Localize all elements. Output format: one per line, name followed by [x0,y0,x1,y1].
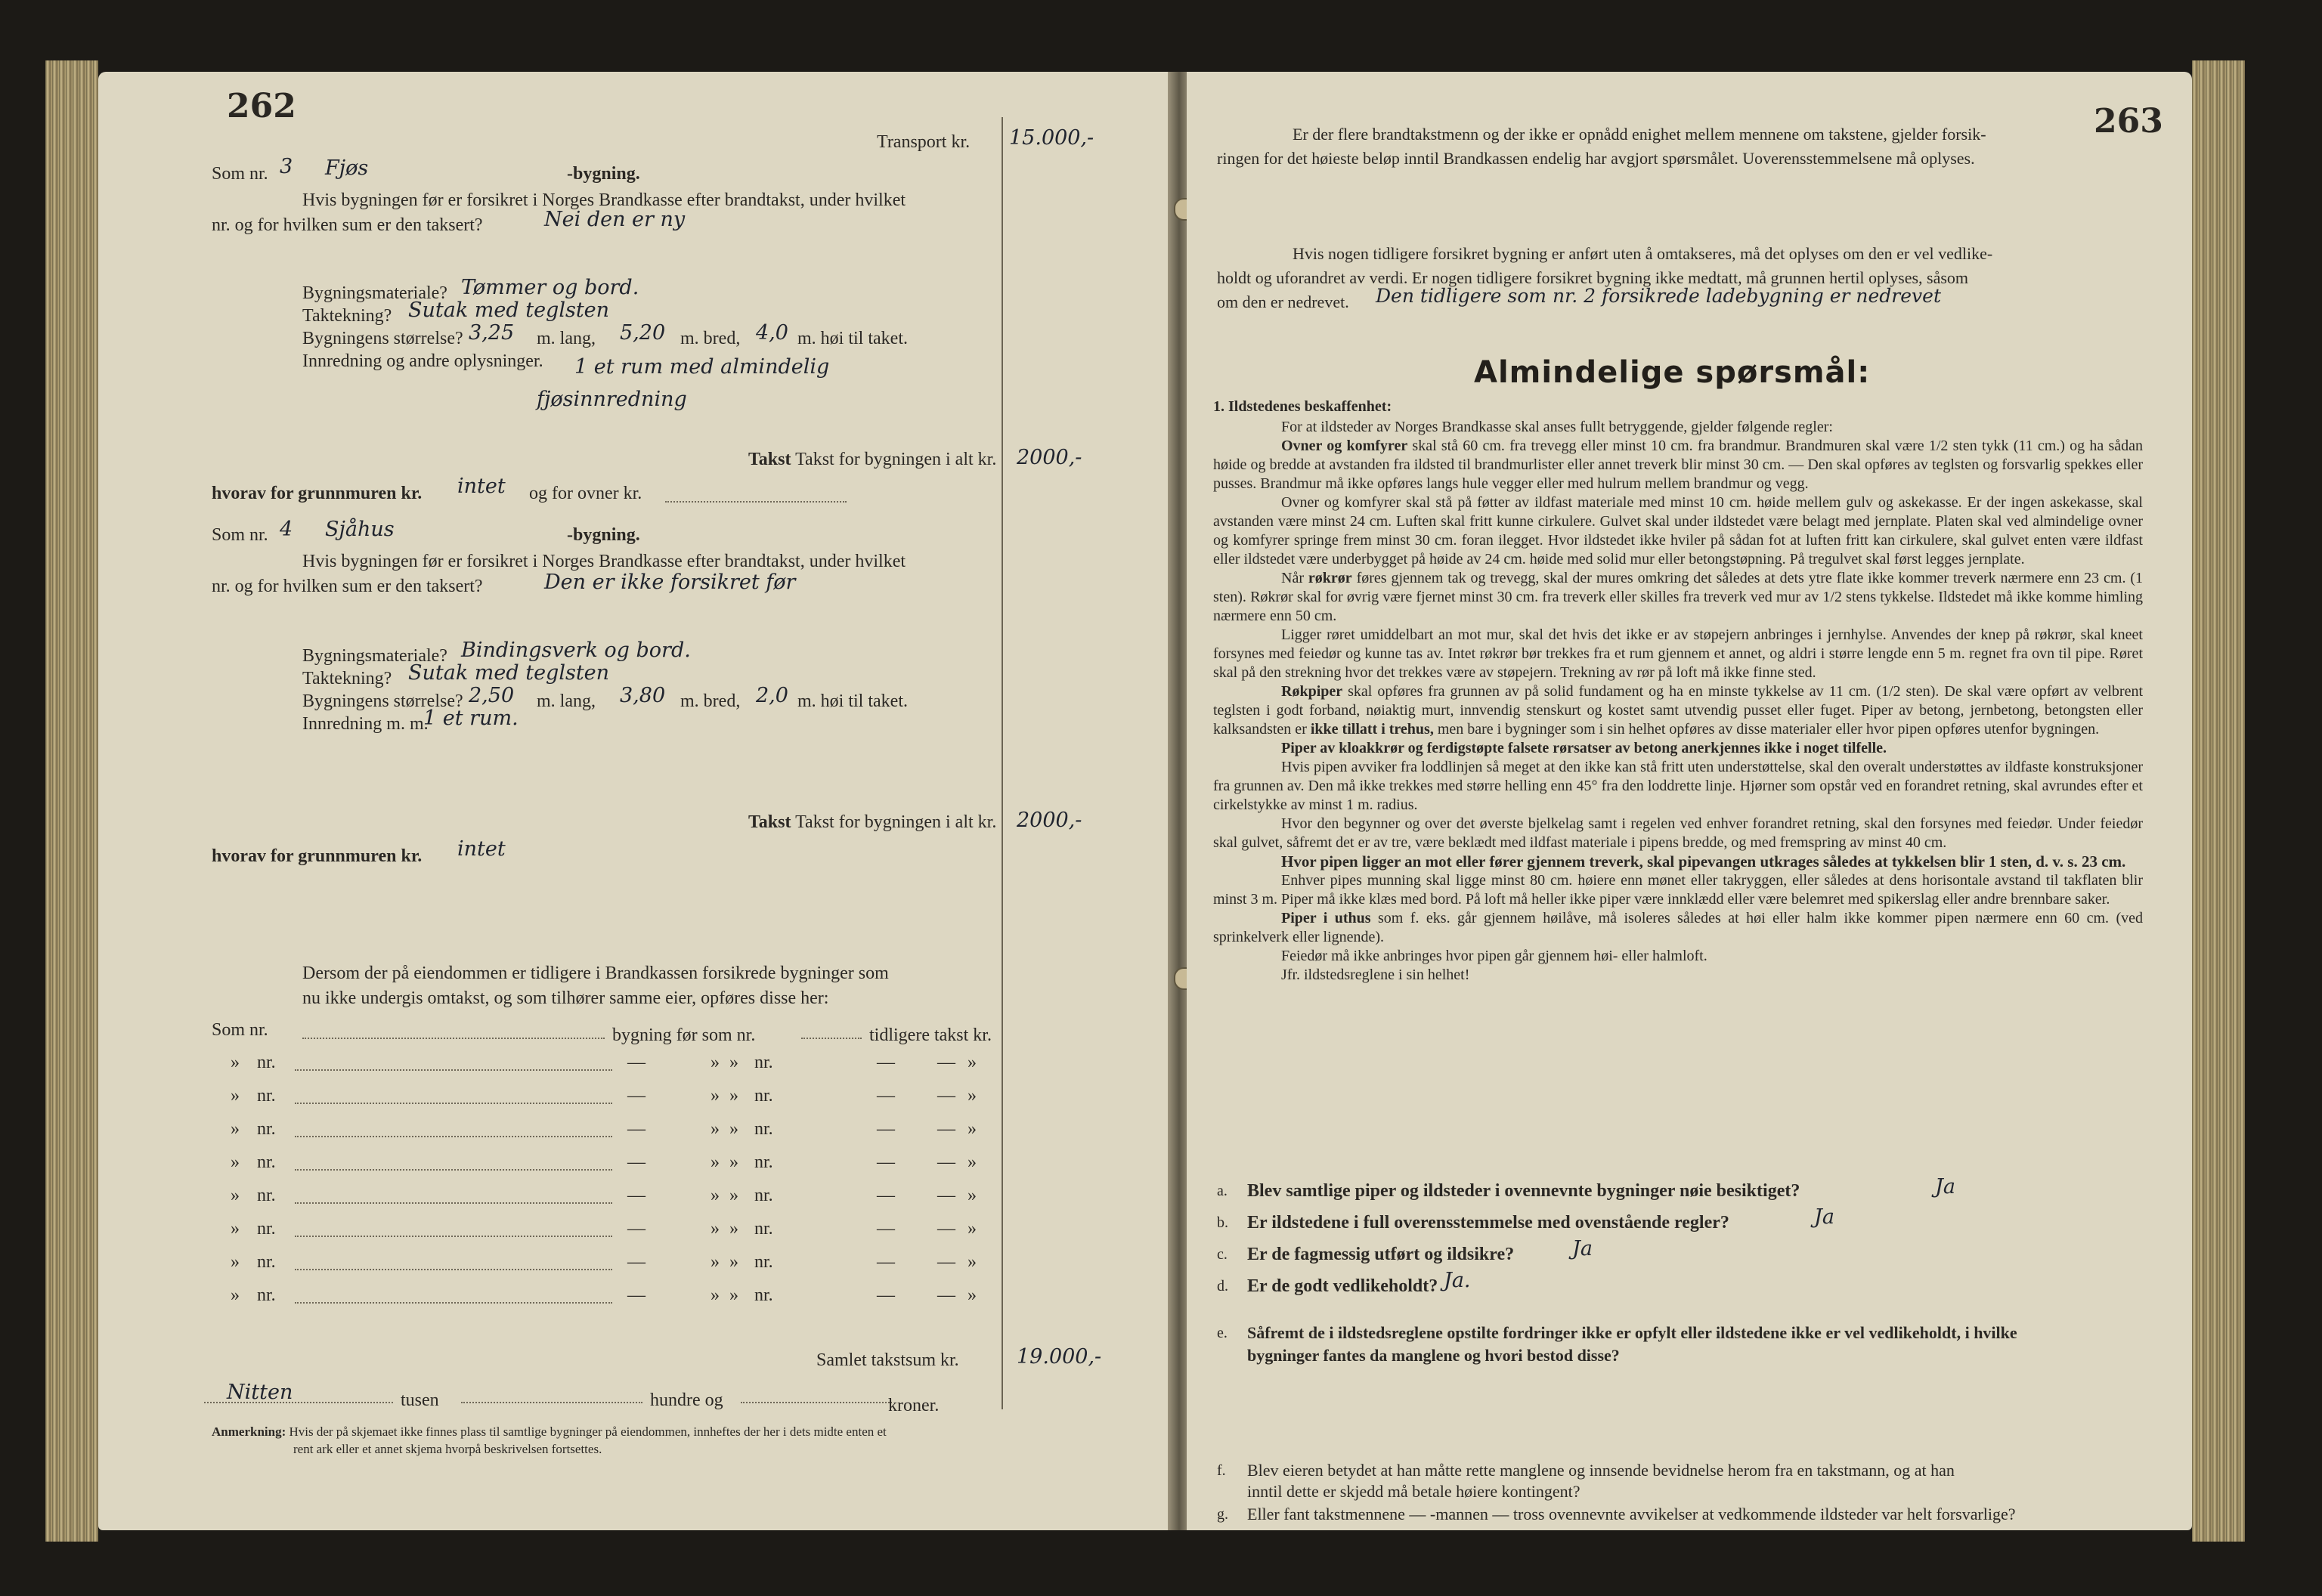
b3-size-label: Bygningens størrelse? [302,329,463,348]
anmerkning-label: Anmerkning: [212,1424,286,1439]
b3-lang: m. lang, [537,329,596,348]
b3-roof-label: Taktekning? [302,306,392,326]
b3-width: 5,20 [620,321,666,345]
row-marker-4: » [968,1186,977,1205]
section-1-title: 1. Ildstedenes beskaffenhet: [1213,398,1392,415]
b3-name: Fjøs [325,156,369,180]
row-nr-label: nr. [257,1053,276,1072]
q-c-letter: c. [1217,1246,1228,1263]
b4-name: Sjåhus [325,518,395,541]
row-dash-3: — [937,1053,955,1072]
b3-suffix: -bygning. [567,164,640,184]
rule-p8: Hvis pipen avviker fra loddlinjen så meget at den ikke kan stå fritt uten understøttelse, skal den overalt understøttes av ildfaste konstruksjoner fra grunnen av. Den må ikke trekkes med større helling enn 45° fra den loddrette linje. Hjørner som opstår ved en forandret retning, skal avrundes efter et cirkelstykke av minst 1 m. radius. [1213,759,2143,813]
rule-p3: Ovner og komfyrer skal stå på føtter av ildfast materiale med minst 10 cm. høide mellem gulv og askekasse. Er der ingen askekasse, skal avstanden være minst 24 cm. Luften skal fritt kunne cirkulere. Gulvet skal under ildstedet være belagt med jernplate. Platen skal ved almindelige ovner og komfyrer springe frem minst 30 cm. foran ilegget. Hvor ildstedet ikke hviler på sådan fot at luften fritt kan cirkulere, skal gulvet enten være ildfast eller ildstedet være underbygget på høide av 24 cm. høide med solid mur eller betongstøpning. På tregulvet skal først legges jernplate. [1213,494,2143,568]
row-dots [295,1136,612,1137]
row-dash-1: — [627,1252,646,1272]
row-marker-3: » [729,1285,738,1305]
q-c-text: Er de fagmessig utført og ildsikre? [1247,1245,1515,1264]
row-marker-3: » [729,1119,738,1139]
q-f-letter: f. [1217,1462,1226,1479]
row-nr-label: nr. [257,1186,276,1205]
rule-p1: For at ildsteder av Norges Brandkasse skal anses fullt betryggende, gjelder følgende regler: [1281,419,1833,435]
row-marker-4: » [968,1152,977,1172]
rule-p14: Jfr. ildstedsreglene i sin helhet! [1281,967,1470,983]
row-marker-4: » [968,1086,977,1106]
row-dash-3: — [937,1152,955,1172]
q-c-answer: Ja [1572,1237,1593,1260]
b3-q1: Hvis bygningen før er forsikret i Norges Brandkasse efter brandtakst, under hvilket [302,190,906,210]
row-marker: » [231,1219,240,1239]
row-marker: » [231,1119,240,1139]
row-marker-2: » [711,1119,720,1139]
row-nr-label: nr. [257,1152,276,1172]
row-marker-3: » [729,1252,738,1272]
q-a-text: Blev samtlige piper og ildsteder i ovennevnte bygninger nøie besiktiget? [1247,1181,1800,1201]
b4-bred: m. bred, [680,691,741,711]
q-b-answer: Ja [1814,1205,1834,1229]
b3-interior-1: 1 et rum med almindelig [574,355,830,379]
hvis-answer: Den tidligere som nr. 2 forsikrede ladebygning er nedrevet [1376,285,1941,307]
b3-length: 3,25 [469,321,515,345]
row-dash-1: — [627,1219,646,1239]
som-nr-c: tidligere takst kr. [869,1025,992,1045]
som-nr-a: Som nr. [212,1020,268,1040]
dersom-line-2: nu ikke undergis omtakst, og som tilhører samme eier, opføres disse her: [302,988,829,1008]
row-nr-label-2: nr. [754,1152,773,1172]
kroner-label: kroner. [888,1396,940,1415]
row-nr-label-2: nr. [754,1119,773,1139]
b4-hoi: m. høi til taket. [797,691,908,711]
row-marker-3: » [729,1219,738,1239]
rule-p6-bold: Røkpiper [1281,683,1343,700]
page-number-right: 263 [2094,102,2163,141]
b3-nr: 3 [280,155,293,178]
row-marker-2: » [711,1186,720,1205]
q-d-answer: Ja. [1444,1269,1471,1292]
b3-takst-label: Takst Takst for bygningen i alt kr. [748,450,997,469]
row-marker-3: » [729,1053,738,1072]
rules-body [1213,418,2143,985]
row-nr-label: nr. [257,1252,276,1272]
row-marker: » [231,1086,240,1106]
b4-takst-label-text: Takst for bygningen i alt kr. [795,812,997,832]
b4-answer: Den er ikke forsikret før [544,571,796,594]
row-nr-label: nr. [257,1119,276,1139]
row-dash-1: — [627,1186,646,1205]
b4-material-label: Bygningsmateriale? [302,646,447,666]
q-g-text: Eller fant takstmennene — -mannen — tross ovennevnte avvikelser at vedkommende ildsteder var helt forsvarlige? [1247,1505,2016,1523]
row-dash-2: — [877,1285,895,1305]
b3-interior-2: fjøsinnredning [537,388,687,411]
rule-p4-bold: røkrør [1308,570,1352,586]
rule-p12-bold: Piper i uthus [1281,910,1371,926]
b4-roof: Sutak med teglsten [408,661,610,685]
row-marker: » [231,1285,240,1305]
row-dash-2: — [877,1152,895,1172]
b4-q2: nr. og for hvilken sum er den taksert? [212,577,483,596]
row-dash-1: — [627,1119,646,1139]
row-marker-4: » [968,1053,977,1072]
row-nr-label-2: nr. [754,1186,773,1205]
row-marker-3: » [729,1152,738,1172]
anmerkning [212,1424,887,1440]
row-dots [295,1103,612,1104]
b3-bred: m. bred, [680,329,741,348]
row-marker-2: » [711,1252,720,1272]
hvis-line-2: holdt og uforandret av verdi. Er nogen tidligere forsikret bygning ikke medtatt, må grunnen hertil oplyses, såsom [1217,268,1969,287]
row-dash-2: — [877,1086,895,1106]
q-f-text-2: inntil dette er skjedd må betale høiere kontingent? [1247,1482,1581,1501]
row-marker-4: » [968,1285,977,1305]
row-dots [295,1236,612,1237]
b4-width: 3,80 [620,684,666,707]
q-b-letter: b. [1217,1214,1228,1231]
b4-takst-value: 2000,- [1017,809,1082,832]
rule-p10: Hvor pipen ligger an mot eller fører gjennem treverk, skal pipevangen utkrages således at tykkelsen blir 1 sten, d. v. s. 23 cm. [1281,852,2126,871]
amount-column-line [1002,117,1003,1409]
section-heading: Almindelige spørsmål: [1474,355,1871,390]
hvis-line-1: Hvis nogen tidligere forsikret bygning er anført uten å omtakseres, må det oplyses om den er vel vedlike- [1293,244,1993,263]
row-dash-2: — [877,1053,895,1072]
b4-height: 2,0 [756,684,788,707]
rule-p6-text: skal opføres fra grunnen av på solid fundament og ha en minste tykkelse av 11 cm. (1/2 sten). De skal være opført av velbrent teglsten i godt forband, nøiaktig murt, innvendig stenskurt og kostet samt utvendig pusset eller fuget. Piper av betong, jernbetong, betongsten eller kalksandsten er [1213,683,2144,738]
row-marker-3: » [729,1086,738,1106]
row-nr-label-2: nr. [754,1086,773,1106]
q-d-text: Er de godt vedlikeholdt? [1247,1276,1438,1296]
right-page-edge [2192,60,2245,1542]
q-f-text-1: Blev eieren betydet at han måtte rette manglene og innsende bevidnelse herom fra en takstmann, og at han [1247,1461,1955,1480]
rule-p4 [1213,569,2143,626]
row-dash-3: — [937,1086,955,1106]
row-marker-2: » [711,1285,720,1305]
words-value: Nitten [227,1381,293,1404]
row-dash-2: — [877,1119,895,1139]
row-dash-1: — [627,1053,646,1072]
intro-line-2: ringen for det høieste beløp inntil Brandkassen endelig har avgjort spørsmålet. Uoverensstemmelsene må oplyses. [1217,149,1975,168]
rule-p7: Piper av kloakkrør og ferdigstøpte falsete rørsatser av betong anerkjennes ikke i noget tilfelle. [1281,740,1887,756]
row-dash-1: — [627,1285,646,1305]
row-dash-2: — [877,1252,895,1272]
rule-p4-a: Når [1281,570,1304,586]
b3-hvorav-value: intet [457,475,506,498]
b3-height: 4,0 [756,321,788,345]
row-dots [295,1169,612,1171]
row-marker-4: » [968,1119,977,1139]
rule-p12-text: som f. eks. går gjennem høilåve, må isoleres således at høi eller halm ikke kommer pipen nærmere enn 60 cm. (ved sprinkelverk eller lignende). [1213,910,2143,945]
b4-hvorav-value: intet [457,837,506,861]
row-nr-label-2: nr. [754,1053,773,1072]
q-e-text-2: bygninger fantes da manglene og hvori bestod disse? [1247,1346,1620,1365]
transport-value: 15.000,- [1009,126,1094,150]
row-marker: » [231,1053,240,1072]
b3-takst-value: 2000,- [1017,446,1082,469]
b4-length: 2,50 [469,684,515,707]
row-nr-label-2: nr. [754,1219,773,1239]
rule-p9: Hvor den begynner og over det øverste bjelkelag samt i regelen ved enhver forandret retning, skal den forsynes med feiedør. Under feiedør skal gulvet, såfremt det er av tre, være beklædt med ildfast materiale i pipens bredde, og med fremspring av minst 40 cm. [1213,815,2143,851]
left-page-edge [45,60,98,1542]
row-marker-4: » [968,1252,977,1272]
b3-roof: Sutak med teglsten [408,298,610,322]
dersom-line-1: Dersom der på eiendommen er tidligere i Brandkassen forsikrede bygninger som [302,963,889,983]
rule-p2-text: skal stå 60 cm. fra trevegg eller minst 10 cm. fra brandmur. Brandmuren skal være 1/2 sten tykk (11 cm.) og ha sådan høide og bredde at avstanden fra ildsted til brandmurlister eller annet treverk blir minst 30 cm. — Den skal opføres av teglsten og forsvarlig spekkes eller pusses. Brandmur må ikke opføres langs hule vegger eller med hulrum mellem brandmur og vegg. [1213,438,2143,492]
rule-p5: Ligger røret umiddelbart an mot mur, skal det hvis det ikke er av støpejern anbringes i jernhylse. Anvendes der knep på røkrør, skal kneet forsynes med feiedør og kunne tas av. Intet røkrør bør trekkes fra et rum gjennem et annet, og aldri i større lengde enn 5 m. regnet fra ovn til pipe. Røret skal på den strekning hvor det trekkes være av støpejern. Trekning av rør på loft må ikke finne sted. [1213,626,2143,681]
rule-p2-bold: Ovner og komfyrer [1281,438,1408,454]
q-e-letter: e. [1217,1325,1228,1341]
b4-material: Bindingsverk og bord. [461,639,691,662]
b3-takst-label-text: Takst for bygningen i alt kr. [795,450,997,469]
b3-material-label: Bygningsmateriale? [302,283,447,303]
b4-nr: 4 [280,518,293,541]
transport-label: Transport kr. [877,132,971,152]
q-e-text-1: Såfremt de i ildstedsreglene opstilte fordringer ikke er opfylt eller ildstedene ikke er vel vedlikeholdt, i hvilke [1247,1323,2017,1342]
tusen-label: tusen [401,1390,439,1410]
row-dash-1: — [627,1086,646,1106]
row-nr-label: nr. [257,1285,276,1305]
row-marker-2: » [711,1219,720,1239]
row-dash-3: — [937,1186,955,1205]
samlet-label: Samlet takstsum kr. [816,1350,959,1370]
b3-q2: nr. og for hvilken sum er den taksert? [212,215,483,235]
row-marker-2: » [711,1053,720,1072]
intro-line-1: Er der flere brandtakstmenn og der ikke er opnådd enighet mellem mennene om takstene, gjelder forsik- [1293,125,1986,144]
b4-som-nr: Som nr. [212,525,268,545]
rule-p4-text: føres gjennem tak og trevegg, skal der mures omkring det således at dets ytre flate ikke kommer treverk nærmere enn 23 cm. (1 sten). Røkrør skal for øvrig være fjernet minst 30 cm. fra treverk eller skilles fra treverk ved mur av 1/2 stens tykkelse. Ildstedet må ikke komme himling nærmere enn 50 cm. [1213,570,2144,624]
samlet-value: 19.000,- [1017,1345,1102,1369]
b4-suffix: -bygning. [567,525,640,545]
left-page [98,72,1172,1530]
row-dash-3: — [937,1119,955,1139]
row-nr-label: nr. [257,1086,276,1106]
rule-p12 [1213,909,2143,947]
som-nr-b: bygning før som nr. [612,1025,756,1045]
b4-lang: m. lang, [537,691,596,711]
rule-p2 [1213,437,2143,493]
rule-p6 [1213,682,2143,739]
row-marker-3: » [729,1186,738,1205]
hundre-og-label: hundre og [650,1390,723,1410]
b3-ovner-dots [665,501,847,503]
b3-interior-label: Innredning og andre oplysninger. [302,351,543,371]
row-dash-1: — [627,1152,646,1172]
b3-hoi: m. høi til taket. [797,329,908,348]
som-nr-dots-1 [302,1038,605,1039]
som-nr-dots-2 [801,1038,862,1039]
words-dots-1 [204,1402,393,1403]
row-marker-4: » [968,1219,977,1239]
b4-interior-label: Innredning m. m. [302,714,429,734]
row-dots [295,1302,612,1304]
row-nr-label: nr. [257,1219,276,1239]
row-marker: » [231,1252,240,1272]
row-marker-2: » [711,1152,720,1172]
row-dash-2: — [877,1219,895,1239]
b3-answer: Nei den er ny [544,208,686,231]
rule-p6-bold-2: ikke tillatt i trehus, [1310,721,1434,738]
b3-ovner: og for ovner kr. [529,484,642,503]
b4-roof-label: Taktekning? [302,669,392,688]
b4-hvorav: hvorav for grunnmuren kr. [212,846,423,866]
anmerkning-text-2: rent ark eller et annet skjema hvorpå beskrivelsen fortsettes. [293,1442,602,1456]
row-dots [295,1269,612,1270]
row-marker: » [231,1152,240,1172]
hvis-line-3: om den er nedrevet. [1217,292,1349,311]
b4-interior-1: 1 et rum. [423,707,519,730]
row-dash-3: — [937,1252,955,1272]
right-page [1187,72,2192,1530]
row-nr-label-2: nr. [754,1252,773,1272]
q-d-letter: d. [1217,1278,1228,1294]
row-dash-3: — [937,1285,955,1305]
b3-material: Tømmer og bord. [461,276,639,299]
row-nr-label-2: nr. [754,1285,773,1305]
words-dots-2 [461,1402,642,1403]
q-a-answer: Ja [1935,1175,1955,1199]
b4-takst-label: Takst Takst for bygningen i alt kr. [748,812,997,832]
b3-hvorav: hvorav for grunnmuren kr. [212,484,423,503]
b4-q1: Hvis bygningen før er forsikret i Norges Brandkasse efter brandtakst, under hvilket [302,552,906,571]
row-dash-3: — [937,1219,955,1239]
rule-p11: Enhver pipes munning skal ligge minst 80 cm. høiere enn mønet eller takryggen, eller således at dens horisontale avstand til takflaten blir minst 3 m. Piper må ikke klæs med bord. På loft må heller ikke piper være innklædd eller være belemret med spikerslag eller andre brennbare saker. [1213,872,2143,908]
rule-p6-end: men bare i bygninger som i sin helhet opføres av disse materialer eller hvor pipen opføres utenfor bygningen. [1437,721,2100,738]
row-marker: » [231,1186,240,1205]
b4-size-label: Bygningens størrelse? [302,691,463,711]
b3-som-nr: Som nr. [212,164,268,184]
q-g-letter: g. [1217,1506,1228,1523]
row-dots [295,1202,612,1204]
row-dots [295,1069,612,1071]
words-dots-3 [741,1402,892,1403]
q-a-letter: a. [1217,1183,1228,1199]
anmerkning-text-1: Hvis der på skjemaet ikke finnes plass til samtlige bygninger på eiendommen, innheftes der her i dets midte enten et [289,1424,887,1439]
q-b-text: Er ildstedene i full overensstemmelse med ovenstående regler? [1247,1213,1729,1233]
row-marker-2: » [711,1086,720,1106]
row-dash-2: — [877,1186,895,1205]
page-number-left: 262 [227,87,296,125]
rule-p13: Feiedør må ikke anbringes hvor pipen går gjennem høi- eller halmloft. [1281,948,1707,964]
